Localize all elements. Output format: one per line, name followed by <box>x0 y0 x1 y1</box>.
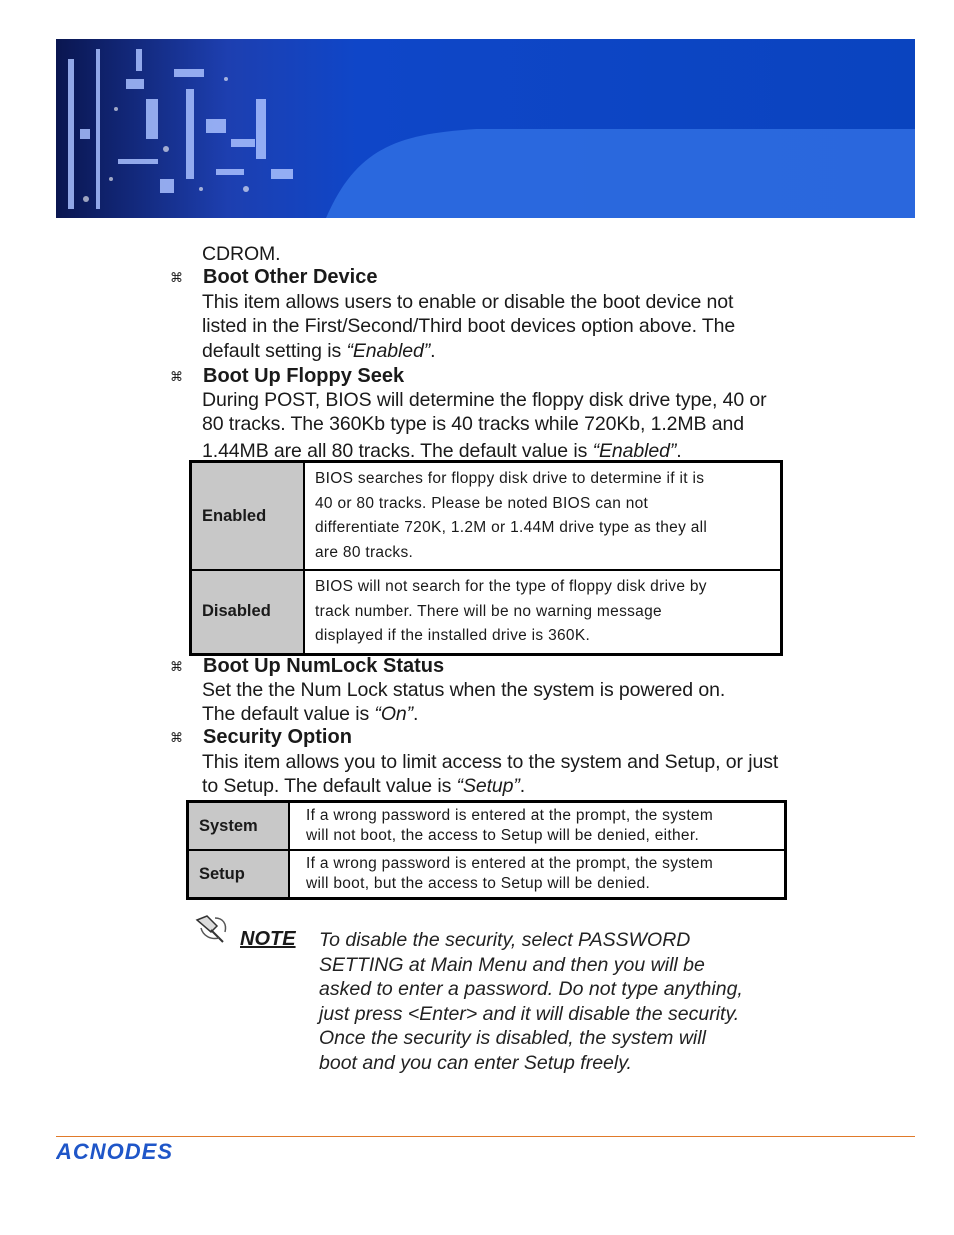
table-row <box>191 570 782 654</box>
option-desc-setup: If a wrong password is entered at the prompt, the system will boot, but the access to Setup will be denied. <box>289 850 786 899</box>
numlock-default: The default value is “On”. <box>202 703 419 725</box>
section-title-floppy-seek: Boot Up Floppy Seek <box>203 365 405 387</box>
acnodes-logo <box>56 1139 216 1165</box>
bullet-icon: ⌘ <box>170 731 183 746</box>
floppy-options-table <box>189 460 783 656</box>
section-title-boot-other: Boot Other Device <box>203 266 378 288</box>
note-label: NOTE <box>240 928 296 950</box>
svg-text:ACNODES: ACNODES <box>56 1139 174 1164</box>
option-key-system: System <box>188 802 290 851</box>
security-default: to Setup. The default value is “Setup”. <box>202 775 526 797</box>
floppy-default: 1.44MB are all 80 tracks. The default value is “Enabled”. <box>202 440 682 462</box>
floppy-line-1: During POST, BIOS will determine the floppy disk drive type, 40 or <box>202 389 767 411</box>
default-value: “Enabled” <box>592 440 677 462</box>
table-row <box>188 850 786 899</box>
footer-rule <box>56 1136 915 1137</box>
table-row <box>191 462 782 571</box>
option-desc-enabled: BIOS searches for floppy disk drive to determine if it is 40 or 80 tracks. Please be noted BIOS can not differentiate 720K, 1.2M or 1.44M drive type as they all are 80 tracks. <box>304 462 782 571</box>
security-options-table <box>186 800 787 900</box>
bullet-icon: ⌘ <box>170 271 183 286</box>
default-value: “Enabled” <box>346 340 431 362</box>
bullet-icon: ⌘ <box>170 370 183 385</box>
option-key-disabled: Disabled <box>191 570 305 654</box>
bullet-icon: ⌘ <box>170 660 183 675</box>
floppy-line-2: 80 tracks. The 360Kb type is 40 tracks while 720Kb, 1.2MB and <box>202 413 745 435</box>
security-line-1: This item allows you to limit access to the system and Setup, or just <box>202 751 779 773</box>
default-value: “On” <box>374 703 414 725</box>
intro-line: CDROM. <box>202 243 281 265</box>
section-title-numlock: Boot Up NumLock Status <box>203 655 445 677</box>
table-row <box>188 802 786 851</box>
option-desc-disabled: BIOS will not search for the type of floppy disk drive by track number. There will be no warning message displayed if the installed drive is 360K. <box>304 570 782 654</box>
default-value: “Setup” <box>456 775 520 797</box>
boot-other-line-2: listed in the First/Second/Third boot devices option above. The <box>202 315 736 337</box>
option-key-setup: Setup <box>188 850 290 899</box>
option-key-enabled: Enabled <box>191 462 305 571</box>
boot-other-line-1: This item allows users to enable or disable the boot device not <box>202 291 734 313</box>
section-title-security: Security Option <box>203 726 352 748</box>
numlock-line-1: Set the the Num Lock status when the system is powered on. <box>202 679 726 701</box>
note-pin-icon <box>193 912 233 946</box>
boot-other-default: default setting is “Enabled”. <box>202 340 436 362</box>
option-desc-system: If a wrong password is entered at the prompt, the system will not boot, the access to Setup will be denied, either. <box>289 802 786 851</box>
header-banner <box>56 39 915 218</box>
note-text: To disable the security, select PASSWORD SETTING at Main Menu and then you will be asked to enter a password. Do not type anything, just press <Enter> and it will disable the security. Once the security is disabled, the system will boot and you can enter Setup freely. <box>319 929 743 1074</box>
